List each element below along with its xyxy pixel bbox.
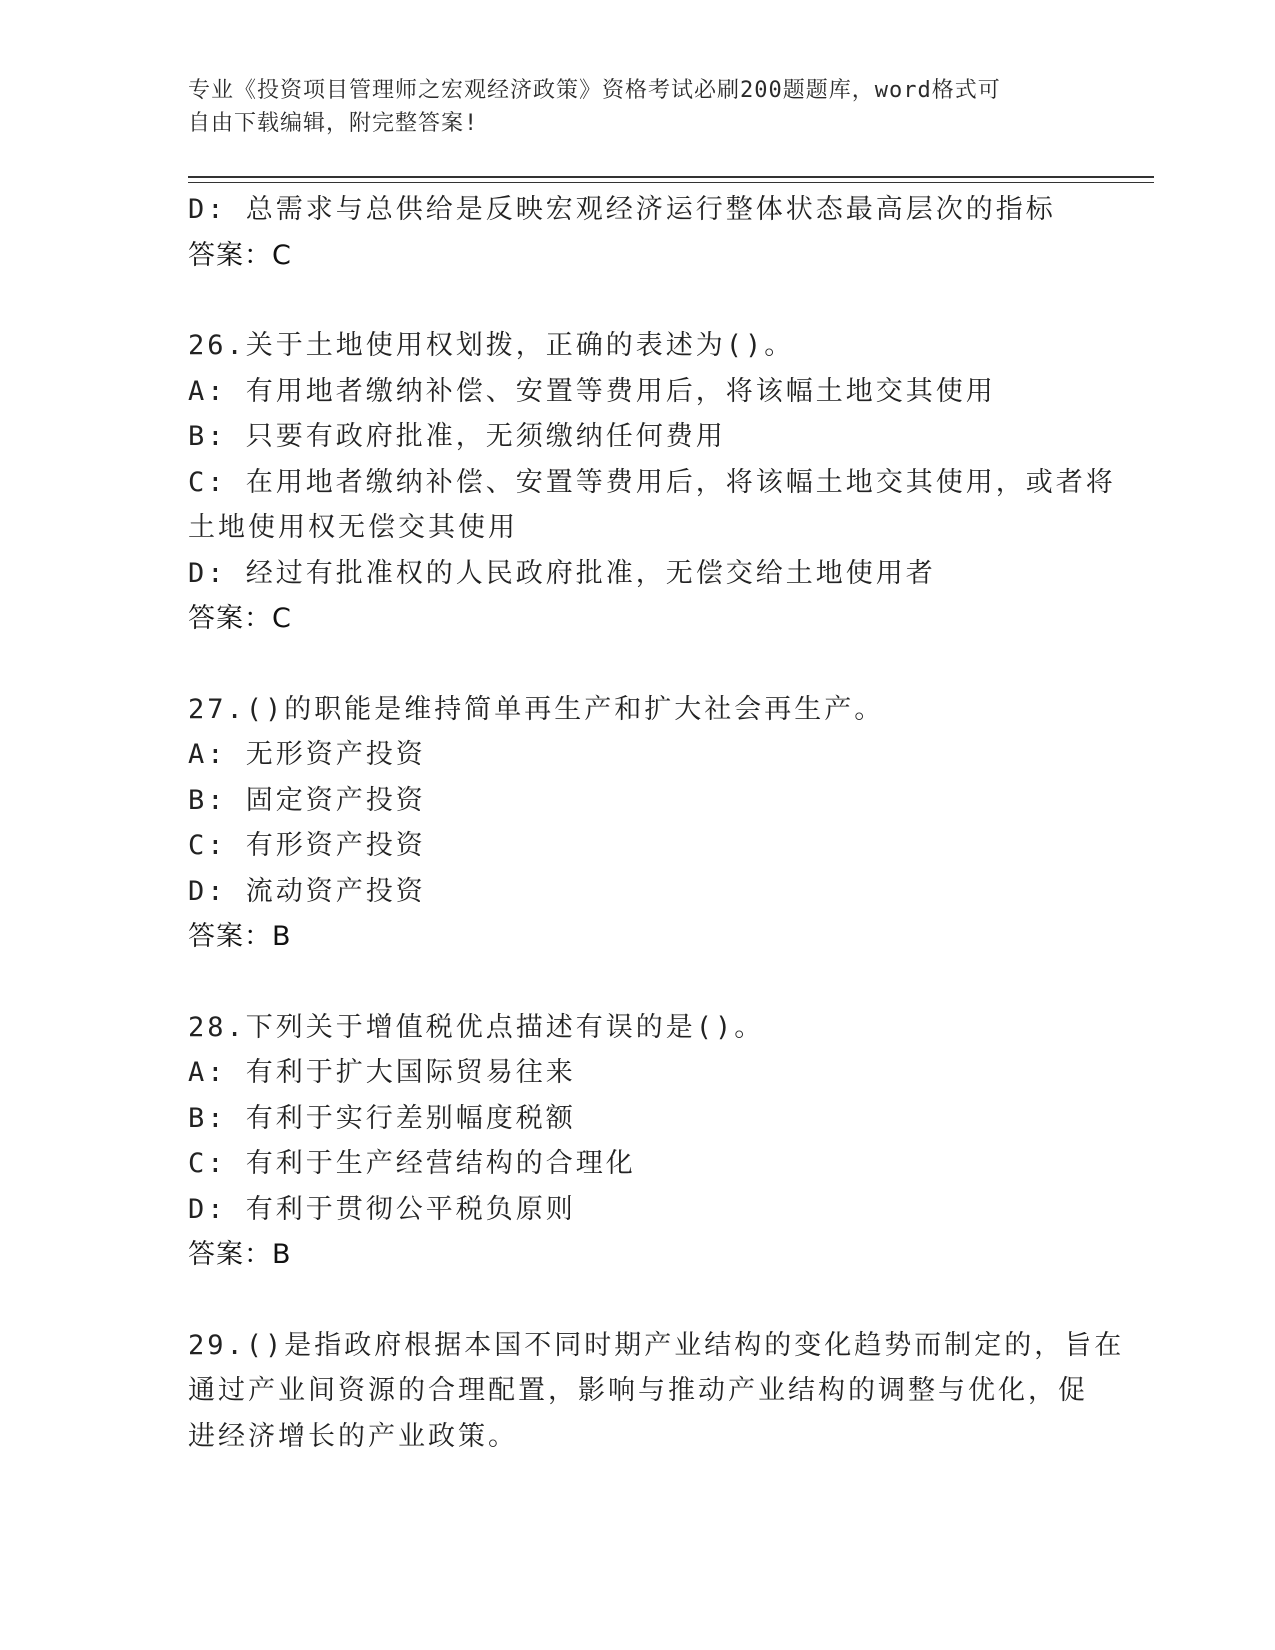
q26-option-b: B: 只要有政府批准，无须缴纳任何费用 — [188, 421, 726, 452]
header-line-2: 自由下载编辑，附完整答案! — [188, 111, 479, 136]
q26-option-a: A: 有用地者缴纳补偿、安置等费用后，将该幅土地交其使用 — [188, 375, 996, 407]
q28-option-a: A: 有利于扩大国际贸易往来 — [188, 1057, 576, 1088]
header-rule-thin — [188, 182, 1154, 183]
question-26 — [188, 323, 1116, 642]
q27-answer: 答案：B — [188, 921, 292, 952]
q28-option-d: D: 有利于贯彻公平税负原则 — [188, 1193, 576, 1225]
q28-option-b: B: 有利于实行差别幅度税额 — [188, 1102, 576, 1134]
q26-stem: 26.关于土地使用权划拨，正确的表述为()。 — [188, 330, 795, 361]
q29-stem-line-2: 通过产业间资源的合理配置，影响与推动产业结构的调整与优化，促 — [188, 1375, 1088, 1406]
question-25-tail — [188, 187, 1088, 278]
q27-stem: 27.()的职能是维持简单再生产和扩大社会再生产。 — [188, 693, 885, 725]
q28-stem: 28.下列关于增值税优点描述有误的是()。 — [188, 1011, 765, 1043]
q26-option-c-line-2: 土地使用权无偿交其使用 — [188, 512, 518, 543]
q28-answer: 答案：B — [188, 1239, 292, 1270]
q27-option-c: C: 有形资产投资 — [188, 830, 426, 861]
q29-stem-line-3: 进经济增长的产业政策。 — [188, 1420, 518, 1452]
question-28 — [188, 1005, 1088, 1278]
question-29 — [188, 1323, 1125, 1460]
q29-stem-line-1: 29.()是指政府根据本国不同时期产业结构的变化趋势而制定的，旨在 — [188, 1329, 1125, 1361]
q26-option-d: D: 经过有批准权的人民政府批准，无偿交给土地使用者 — [188, 557, 936, 589]
q25-option-d: D: 总需求与总供给是反映宏观经济运行整体状态最高层次的指标 — [188, 194, 1056, 225]
document-header — [188, 74, 1068, 140]
q27-option-d: D: 流动资产投资 — [188, 875, 426, 907]
question-list — [188, 187, 1125, 1504]
q26-answer: 答案：C — [188, 603, 292, 634]
question-27 — [188, 687, 1088, 960]
q27-option-b: B: 固定资产投资 — [188, 784, 426, 816]
q28-option-c: C: 有利于生产经营结构的合理化 — [188, 1148, 636, 1179]
q25-answer: 答案：C — [188, 239, 292, 271]
header-line-1: 专业《投资项目管理师之宏观经济政策》资格考试必刷200题题库，word格式可 — [188, 78, 1001, 103]
q26-option-c-line-1: C: 在用地者缴纳补偿、安置等费用后，将该幅土地交其使用，或者将 — [188, 466, 1116, 498]
header-rule-thick — [188, 176, 1154, 178]
q27-option-a: A: 无形资产投资 — [188, 739, 426, 770]
